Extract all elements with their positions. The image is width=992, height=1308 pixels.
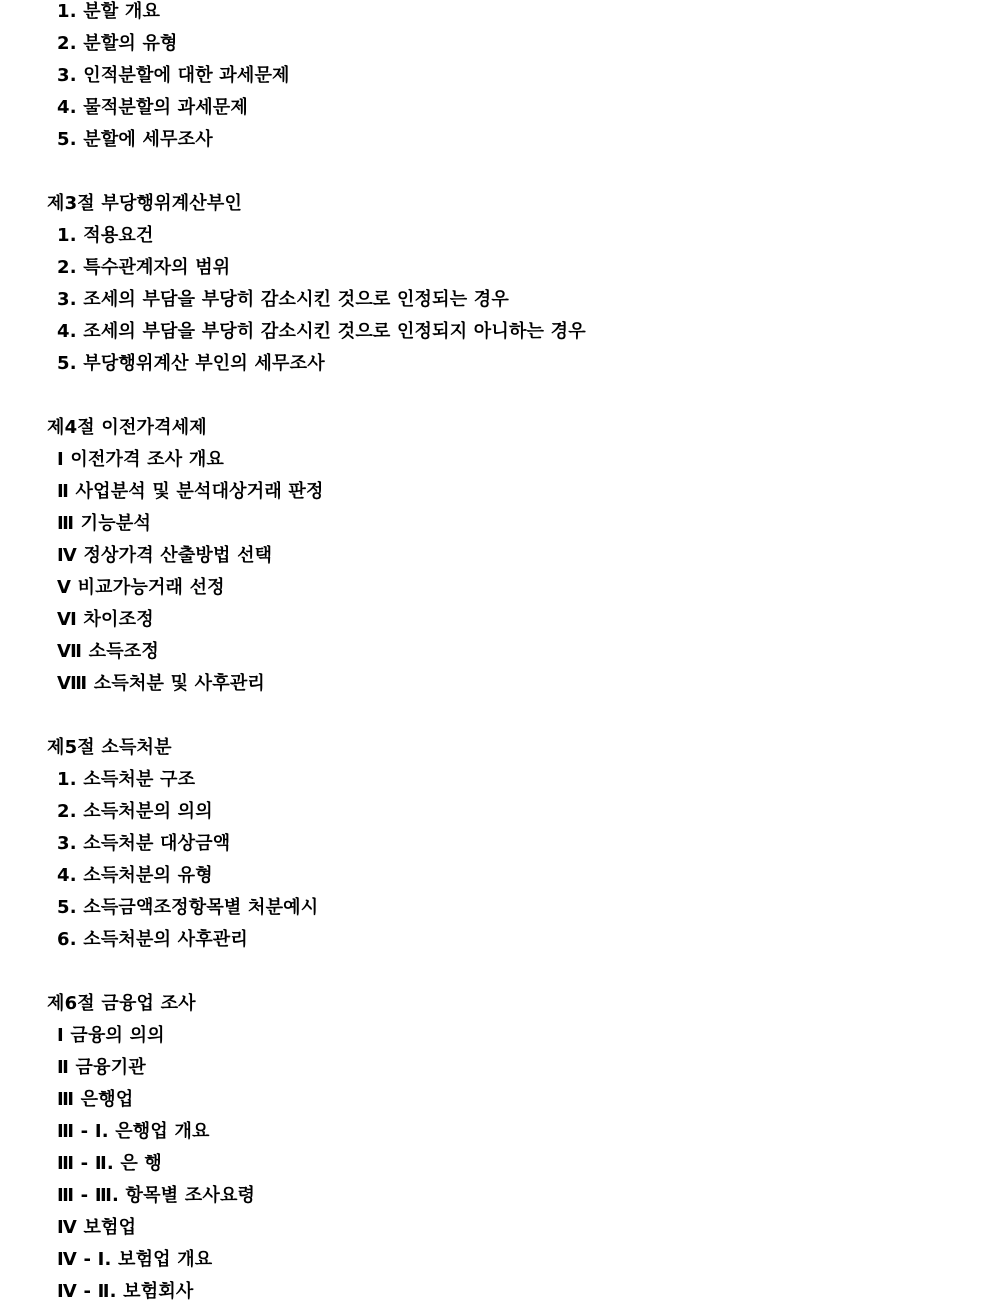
toc-item: Ⅳ - Ⅰ. 보험업 개요 [57,1249,213,1270]
toc-item: 2. 소득처분의 의의 [57,801,213,822]
toc-item: 3. 인적분할에 대한 과세문제 [57,65,290,86]
toc-item: 2. 특수관계자의 범위 [57,257,231,278]
section-heading: 제4절 이전가격세제 [47,417,207,438]
toc-item: 3. 소득처분 대상금액 [57,833,231,854]
toc-item: Ⅵ 차이조정 [57,609,154,630]
section-spacer [47,156,977,188]
toc-item: Ⅲ - Ⅱ. 은 행 [57,1153,163,1174]
section-spacer [47,956,977,988]
section-group [47,732,977,956]
section-spacer [47,380,977,412]
toc-item: 4. 조세의 부담을 부당히 감소시킨 것으로 인정되지 아니하는 경우 [57,321,586,342]
toc-item: 4. 물적분할의 과세문제 [57,97,248,118]
toc-item: Ⅲ - Ⅲ. 항목별 조사요령 [57,1185,256,1206]
toc-item: Ⅰ 금융의 의의 [57,1025,165,1046]
toc-item: 5. 분할에 세무조사 [57,129,213,150]
toc-item: Ⅴ 비교가능거래 선정 [57,577,225,598]
toc-item: Ⅷ 소득처분 및 사후관리 [57,673,265,694]
toc-item: 1. 소득처분 구조 [57,769,196,790]
toc-item: Ⅱ 사업분석 및 분석대상거래 판정 [57,481,324,502]
toc-item: Ⅶ 소득조정 [57,641,159,662]
section-heading: 제3절 부당행위계산부인 [47,193,243,214]
toc-item: 1. 분할 개요 [57,1,161,22]
section-spacer [47,700,977,732]
toc-item: 5. 소득금액조정항목별 처분예시 [57,897,319,918]
section-group [47,0,977,156]
section-heading: 제5절 소득처분 [47,737,172,758]
toc-item: Ⅲ 은행업 [57,1089,134,1110]
toc-item: Ⅳ - Ⅱ. 보험회사 [57,1281,194,1302]
toc-item: 2. 분할의 유형 [57,33,178,54]
toc-item: Ⅳ 보험업 [57,1217,137,1238]
toc-item: 6. 소득처분의 사후관리 [57,929,248,950]
toc-item: Ⅲ 기능분석 [57,513,152,534]
toc-item: Ⅰ 이전가격 조사 개요 [57,449,225,470]
table-of-contents [47,0,977,1308]
toc-item: 3. 조세의 부담을 부당히 감소시킨 것으로 인정되는 경우 [57,289,509,310]
toc-item: Ⅲ - Ⅰ. 은행업 개요 [57,1121,210,1142]
toc-item: 5. 부당행위계산 부인의 세무조사 [57,353,325,374]
toc-item: Ⅱ 금융기관 [57,1057,146,1078]
toc-item: 4. 소득처분의 유형 [57,865,213,886]
section-group [47,412,977,700]
section-group [47,188,977,380]
section-group [47,988,977,1308]
toc-item: 1. 적용요건 [57,225,154,246]
section-heading: 제6절 금융업 조사 [47,993,196,1014]
toc-item: Ⅳ 정상가격 산출방법 선택 [57,545,273,566]
